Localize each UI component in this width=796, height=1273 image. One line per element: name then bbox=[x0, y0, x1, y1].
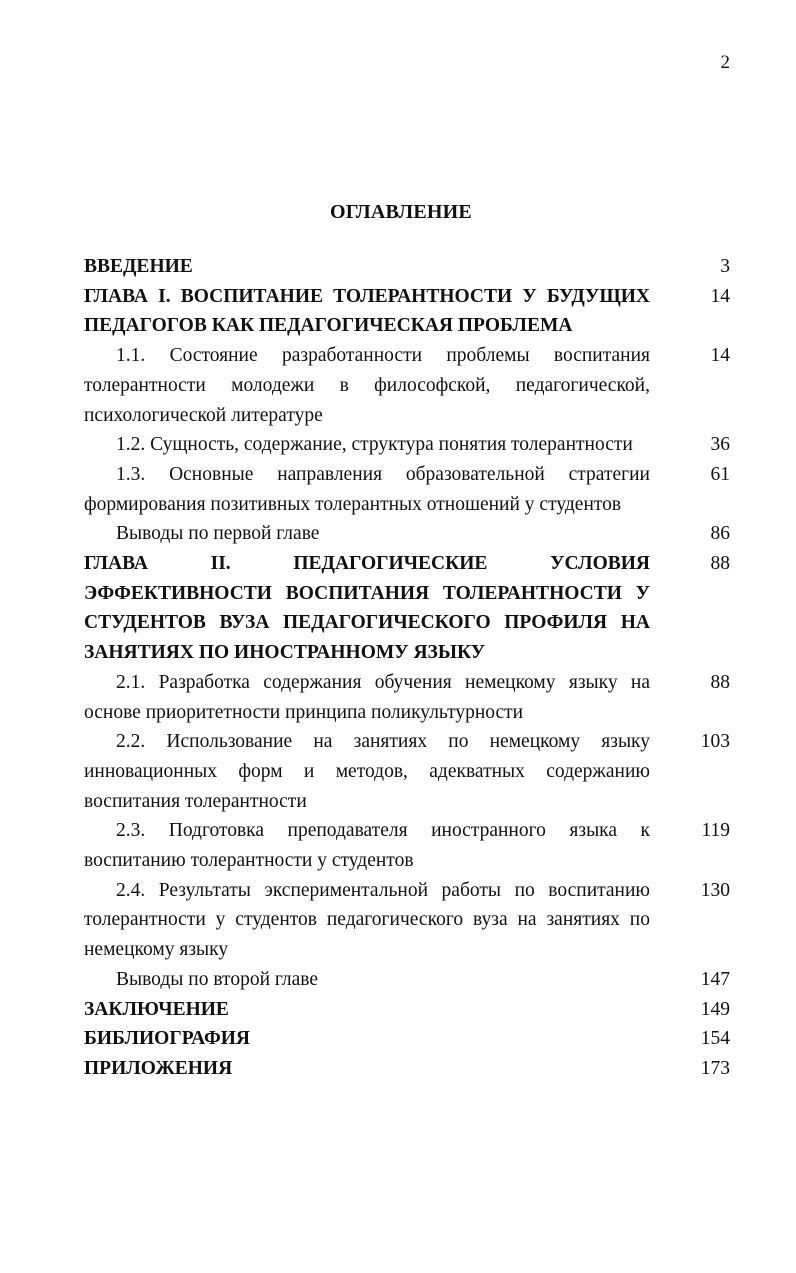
toc-entry-text: 1.3. Основные направления образовательной стратегии формирования позитивных толерантных отношений у студентов bbox=[84, 463, 650, 515]
toc-entry-page: 119 bbox=[701, 820, 730, 842]
toc-entry-page: 149 bbox=[700, 998, 730, 1020]
toc-entry-text: Выводы по первой главе bbox=[116, 523, 320, 545]
toc-entry-section-1-3[interactable] bbox=[84, 460, 734, 519]
toc-entry-section-2-2[interactable] bbox=[84, 727, 734, 816]
toc-entry-section-1-1[interactable] bbox=[84, 341, 734, 430]
toc-entry-section-2-1[interactable] bbox=[84, 668, 734, 727]
toc-entry-introduction[interactable] bbox=[84, 252, 734, 282]
toc-entry-page: 61 bbox=[710, 463, 730, 485]
toc-entry-bibliography[interactable] bbox=[84, 1024, 734, 1054]
toc-entry-chapter-1[interactable] bbox=[84, 282, 734, 341]
toc-entry-text: 1.1. Состояние разработанности проблемы воспитания толерантности молодежи в философской, педагогической, психологической литературе bbox=[84, 345, 650, 426]
toc-entry-page: 173 bbox=[700, 1057, 730, 1079]
toc-entry-page: 88 bbox=[710, 553, 730, 575]
toc-entry-page: 103 bbox=[700, 731, 730, 753]
toc-entry-page: 3 bbox=[720, 256, 730, 277]
toc-entry-text: 2.1. Разработка содержания обучения немецкому языку на основе приоритетности принципа поликультурности bbox=[84, 671, 650, 723]
toc-entry-text: Выводы по второй главе bbox=[116, 968, 319, 990]
toc-entry-conclusions-chapter-1[interactable] bbox=[84, 519, 734, 549]
toc-entry-conclusions-chapter-2[interactable] bbox=[84, 965, 734, 995]
toc-entry-page: 88 bbox=[710, 671, 730, 693]
page-number: 2 bbox=[720, 52, 730, 73]
toc-entry-text: ПРИЛОЖЕНИЯ bbox=[84, 1057, 233, 1079]
toc-entry-text: ГЛАВА II. ПЕДАГОГИЧЕСКИЕ УСЛОВИЯ ЭФФЕКТИВНОСТИ ВОСПИТАНИЯ ТОЛЕРАНТНОСТИ У СТУДЕНТОВ ВУЗА ПЕДАГОГИЧЕСКОГО ПРОФИЛЯ НА ЗАНЯТИЯХ ПО ИНОСТРАННОМУ ЯЗЫКУ bbox=[84, 553, 650, 664]
toc-entry-text: 2.3. Подготовка преподавателя иностранного языка к воспитанию толерантности у студентов bbox=[84, 820, 650, 872]
toc-entry-text: 1.2. Сущность, содержание, структура понятия толерантности bbox=[116, 434, 633, 456]
toc-entry-text: ГЛАВА I. ВОСПИТАНИЕ ТОЛЕРАНТНОСТИ У БУДУЩИХ ПЕДАГОГОВ КАК ПЕДАГОГИЧЕСКАЯ ПРОБЛЕМА bbox=[84, 285, 650, 337]
toc-entry-page: 14 bbox=[710, 345, 730, 367]
toc-entry-text: 2.4. Результаты экспериментальной работы по воспитанию толерантности у студентов педагогического вуза на занятиях по немецкому языку bbox=[84, 879, 650, 961]
toc-entry-chapter-2[interactable] bbox=[84, 549, 734, 668]
toc-entry-text: ЗАКЛЮЧЕНИЕ bbox=[84, 998, 229, 1020]
toc-entry-page: 14 bbox=[710, 285, 730, 307]
table-of-contents bbox=[84, 252, 734, 1084]
toc-entry-page: 36 bbox=[710, 434, 730, 456]
toc-entry-text: ВВЕДЕНИЕ bbox=[84, 256, 193, 277]
toc-title: ОГЛАВЛЕНИЕ bbox=[330, 201, 472, 223]
toc-entry-page: 130 bbox=[700, 879, 730, 901]
toc-entry-page: 147 bbox=[700, 968, 730, 990]
toc-entry-section-2-4[interactable] bbox=[84, 876, 734, 965]
toc-entry-section-2-3[interactable] bbox=[84, 816, 734, 875]
toc-entry-text: 2.2. Использование на занятиях по немецкому языку инновационных форм и методов, адекватных содержанию воспитания толерантности bbox=[84, 731, 650, 812]
toc-entry-appendices[interactable] bbox=[84, 1054, 734, 1084]
toc-entry-page: 154 bbox=[700, 1028, 730, 1050]
toc-entry-page: 86 bbox=[710, 523, 730, 545]
toc-entry-section-1-2[interactable] bbox=[84, 430, 734, 460]
toc-entry-conclusion[interactable] bbox=[84, 995, 734, 1025]
toc-entry-text: БИБЛИОГРАФИЯ bbox=[84, 1028, 251, 1050]
